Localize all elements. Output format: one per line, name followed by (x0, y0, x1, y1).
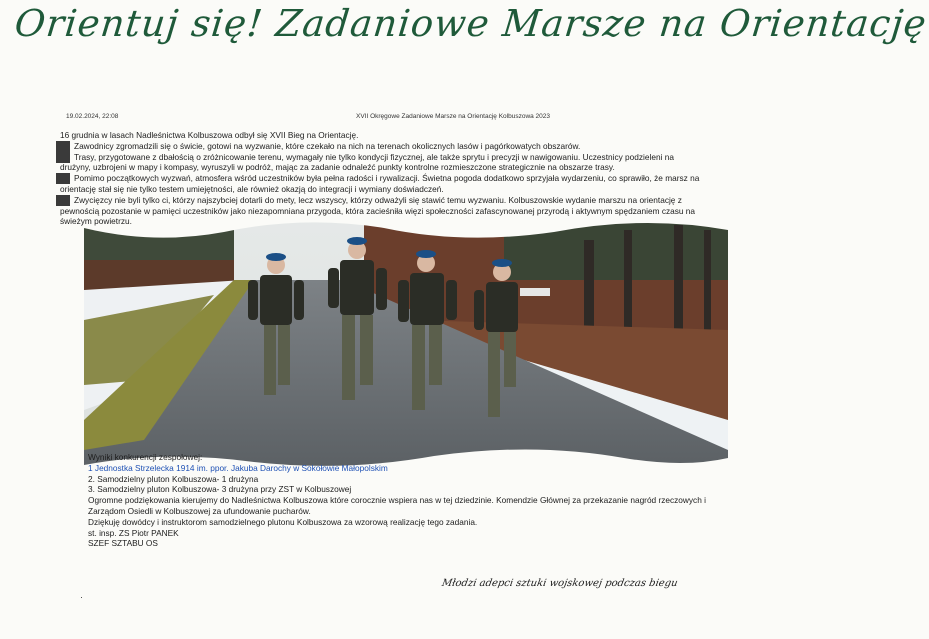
article-line: pewnością pozostanie w pamięci uczestników jako niezapomniana przygoda, która zacieśniła więzi społeczności zafascynowanej przyrodą i aktywnym spędzaniem czasu na (60, 205, 696, 216)
results-place-2: 2. Samodzielny pluton Kolbuszowa- 1 drużyna (88, 473, 259, 484)
page-dot: · (80, 592, 83, 602)
handwritten-caption: Młodzi adepci sztuki wojskowej podczas biegu (441, 578, 679, 589)
article-line: Zawodnicy zgromadzili się o świcie, gotowi na wyzwanie, które czekało na nich na terenach okolicznych lasów i pagórkowatych obszarów. (60, 141, 720, 152)
print-date: 19.02.2024, 22:08 (66, 113, 119, 120)
thanks-line: Ogromne podziękowania kierujemy do Nadleśnictwa Kolbuszowa które corocznie wspiera nas w tej dziedzinie. Komendzie Głównej za przekazanie nagród rzeczowych i (88, 495, 706, 506)
article-line: Zwycięzcy nie byli tylko ci, którzy najszybciej dotarli do mety, lecz wszyscy, którzy odważyli się stawić temu wyzwaniu. Kolbuszowskie wydanie marszu na orientację z (60, 195, 720, 206)
print-title: XVII Okręgowe Zadaniowe Marsze na Orientację Kolbuszowa 2023 (356, 113, 551, 120)
article-line: Trasy, przygotowane z dbałością o zróżnicowanie terenu, wymagały nie tylko kondycji fizycznej, ale także sprytu i precyzji w nawigowaniu. Uczestnicy podzieleni na (60, 152, 720, 163)
article-text (60, 130, 720, 227)
redaction-mark (56, 173, 70, 184)
signature-name: st. insp. ZS Piotr PANEK (88, 527, 179, 538)
article-line: świeżym powietrzu. (60, 216, 132, 227)
thanks-line: Zarządom Osiedli w Kolbuszowej za ufundowanie pucharów. (88, 505, 311, 516)
redaction-mark (56, 195, 70, 206)
handwritten-headline: Orientuj się! Zadaniowe Marsze na Orientację (12, 2, 929, 45)
results-section (88, 452, 718, 549)
thanks-line: Dziękuję dowódcy i instruktorom samodzielnego plutonu Kolbuszowa za wzorową realizację tego zadania. (88, 516, 478, 527)
results-heading: Wyniki konkurencji zespołowej: (88, 452, 203, 462)
redaction-mark (56, 152, 70, 163)
article-line: Pomimo początkowych wyzwań, atmosfera wśród uczestników była pełna radości i rywalizacji. Świetna pogoda dodatkowo sprzyjała wydarzeniu, co sprawiło, że marsz na (60, 173, 720, 184)
signature-title: SZEF SZTABU OS (88, 538, 158, 549)
results-place-1-link[interactable]: 1 Jednostka Strzelecka 1914 im. ppor. Jakuba Darochy w Sokołowie Małopolskim (88, 462, 388, 473)
article-line: drużyny, uzbrojeni w mapy i kompasy, wyruszyli w podróż, mając za zadanie odnaleźć punkty kontrolne rozmieszczone strategicznie na obszarze trasy. (60, 162, 615, 173)
article-line: orientację stał się nie tylko testem umiejętności, ale również okazją do integracji i wymiany doświadczeń. (60, 183, 444, 194)
article-line: 16 grudnia w lasach Nadleśnictwa Kolbuszowa odbył się XVII Bieg na Orientację. (60, 130, 359, 140)
redaction-mark (56, 141, 70, 152)
results-place-3: 3. Samodzielny pluton Kolbuszowa- 3 drużyna przy ZST w Kolbuszowej (88, 484, 352, 495)
